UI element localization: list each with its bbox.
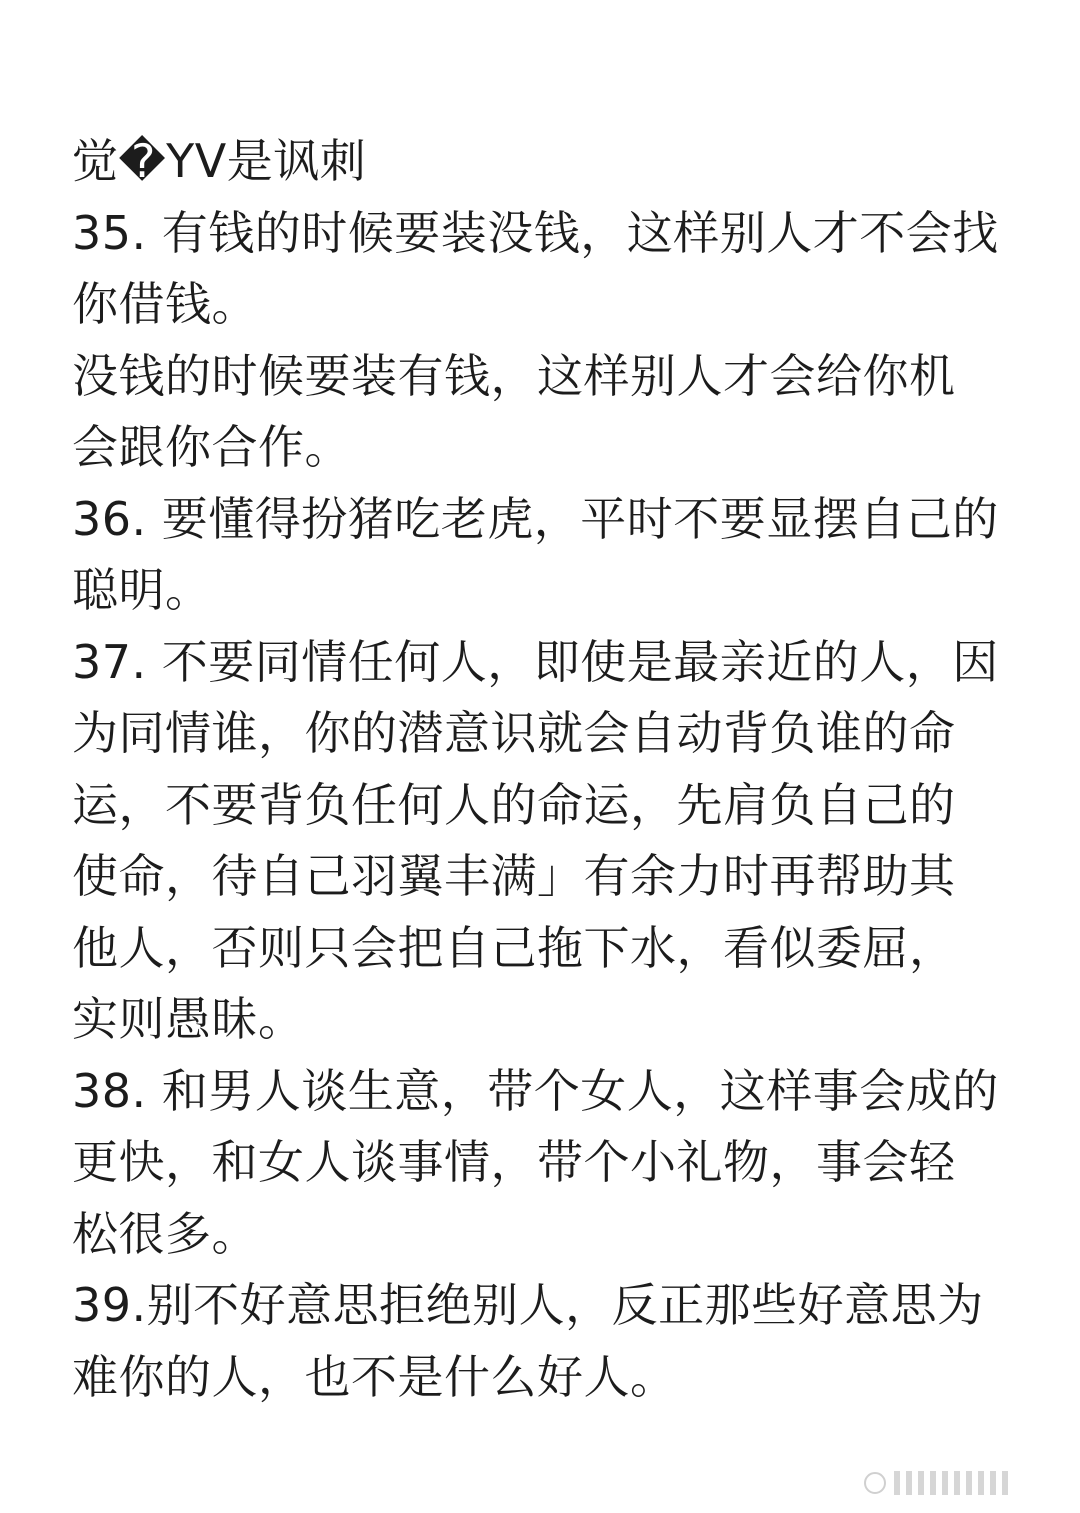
watermark-bar-icon [930, 1471, 936, 1495]
watermark-bar-icon [942, 1471, 948, 1495]
watermark-bar-icon [978, 1471, 984, 1495]
watermark-logo [864, 1465, 1064, 1501]
text-line: 没钱的时候要装有钱，这样别人才会给你机 [72, 348, 956, 403]
text-line: 他人，否则只会把自己拖下水，看似委屈， [72, 920, 956, 975]
text-line: 38. 和男人谈生意，带个女人，这样事会成的 [72, 1063, 999, 1118]
text-line: 为同情谁，你的潜意识就会自动背负谁的命 [72, 706, 956, 760]
text-line: 35. 有钱的时候要装没钱，这样别人才不会找 [72, 205, 999, 260]
text-line: 36. 要懂得扮猪吃老虎，平时不要显摆自己的 [72, 491, 999, 546]
watermark-bar-icon [954, 1471, 960, 1495]
watermark-bar-icon [966, 1471, 972, 1495]
text-line: 更快，和女人谈事情，带个小礼物，事会轻 [72, 1135, 956, 1189]
text-line: 会跟你合作。 [72, 420, 351, 474]
text-line: 难你的人，也不是什么好人。 [72, 1349, 677, 1404]
watermark-bar-icon [990, 1471, 996, 1495]
text-line: 37. 不要同情任何人，即使是最亲近的人，因 [72, 634, 999, 689]
text-line: 你借钱。 [72, 277, 258, 331]
watermark-bar-icon [1002, 1471, 1008, 1495]
text-body [72, 126, 1032, 1413]
watermark-bar-icon [894, 1471, 900, 1495]
watermark-bar-icon [918, 1471, 924, 1495]
text-line: 39.别不好意思拒绝别人，反正那些好意思为 [72, 1278, 984, 1332]
text-line: 聪明。 [72, 563, 212, 617]
text-line: 觉�YV是讽刺 [72, 134, 367, 188]
watermark-bar-icon [906, 1471, 912, 1495]
text-line: 实则愚昧。 [72, 992, 305, 1046]
text-line: 使命，待自己羽翼丰满」有余力时再帮助其 [72, 849, 956, 903]
text-line: 松很多。 [72, 1206, 258, 1261]
watermark-circle-icon [864, 1472, 886, 1494]
text-line: 运，不要背负任何人的命运，先肩负自己的 [72, 777, 956, 832]
